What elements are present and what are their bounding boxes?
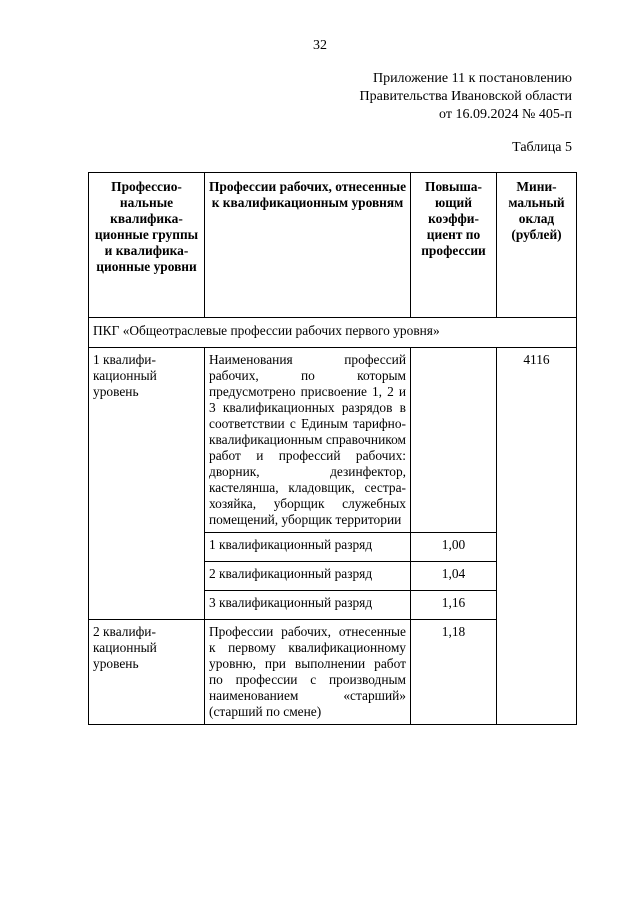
group-title-row xyxy=(89,318,577,348)
table-header-row xyxy=(89,173,577,318)
appendix-header xyxy=(360,70,572,124)
rank-1-label: 1 квалификационный разряд xyxy=(205,533,411,562)
header-professions: Профессии рабочих, отнесенные к квалификационным уровням xyxy=(205,173,411,318)
level-1-coef-empty xyxy=(411,348,497,533)
level-2-description: Профессии рабочих, отнесенные к первому квалификационному уровню, при выполнении работ по профессии с производным наименованием «старший» (старший по смене) xyxy=(205,620,411,725)
header-min-salary: Мини-мальный оклад (рублей) xyxy=(497,173,577,318)
level-1-salary: 4116 xyxy=(497,348,577,725)
header-qualification-groups: Профессио-нальные квалифика-ционные группы и квалифика-ционные уровни xyxy=(89,173,205,318)
salary-table xyxy=(88,172,577,725)
header-coefficient: Повыша-ющий коэффи-циент по профессии xyxy=(411,173,497,318)
rank-3-label: 3 квалификационный разряд xyxy=(205,591,411,620)
rank-2-label: 2 квалификационный разряд xyxy=(205,562,411,591)
level-1-name: 1 квалифи-кационный уровень xyxy=(89,348,205,620)
table-row xyxy=(89,348,577,533)
page-number: 32 xyxy=(313,38,327,53)
appendix-line-2: Правительства Ивановской области xyxy=(359,89,572,104)
level-1-description: Наименования профессий рабочих, по которым предусмотрено присвоение 1, 2 и 3 квалификационных разрядов в соответствии с Единым тарифно-квалификационным справочником работ и профессий рабочих: дворник, дезинфектор, кастелянша, кладовщик, сестра-хозяйка, уборщик служебных помещений, уборщик территории xyxy=(205,348,411,533)
appendix-line-1: Приложение 11 к постановлению xyxy=(372,71,572,86)
rank-3-coef: 1,16 xyxy=(411,591,497,620)
level-2-coef: 1,18 xyxy=(411,620,497,725)
rank-2-coef: 1,04 xyxy=(411,562,497,591)
table-label: Таблица 5 xyxy=(512,140,572,155)
rank-1-coef: 1,00 xyxy=(411,533,497,562)
level-2-name: 2 квалифи-кационный уровень xyxy=(89,620,205,725)
appendix-line-3: от 16.09.2024 № 405-п xyxy=(439,107,572,122)
group-title: ПКГ «Общеотраслевые профессии рабочих первого уровня» xyxy=(89,318,577,348)
